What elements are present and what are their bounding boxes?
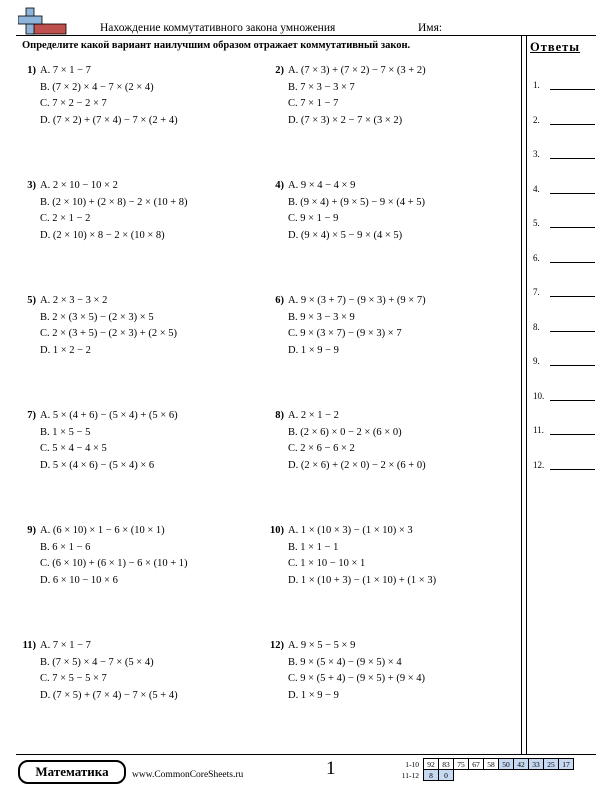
problem-number: 11) (22, 640, 36, 651)
answer-blank[interactable] (550, 158, 595, 159)
answer-blank[interactable] (550, 89, 595, 90)
subject-badge: Математика (18, 760, 126, 784)
answer-line[interactable] (533, 287, 595, 301)
answer-blank[interactable] (550, 331, 595, 332)
score-cell: 33 (529, 759, 544, 770)
answer-line[interactable] (533, 80, 595, 94)
answer-option: B. 6 × 1 − 6 (40, 541, 91, 553)
problem-number: 6) (275, 295, 284, 306)
answer-option: A. 2 × 3 − 3 × 2 (40, 295, 108, 306)
answer-option: C. 2 × 6 − 6 × 2 (288, 443, 355, 454)
answer-option: D. 5 × (4 × 6) − (5 × 4) × 6 (40, 459, 155, 471)
answer-column-divider (521, 35, 527, 754)
score-cell: 42 (514, 759, 529, 770)
score-cell: 17 (559, 759, 574, 770)
score-cell: 50 (499, 759, 514, 770)
answer-option: D. 1 × 9 − 9 (288, 344, 339, 356)
answer-option: A. 7 × 1 − 7 (40, 640, 91, 651)
score-cell: 83 (439, 759, 454, 770)
answer-option: C. 1 × 10 − 10 × 1 (288, 558, 366, 569)
answer-option: A. (7 × 3) + (7 × 2) − 7 × (3 + 2) (288, 65, 426, 76)
problem-number: 12) (270, 640, 284, 651)
answer-option: A. 9 × 5 − 5 × 9 (288, 640, 356, 651)
problem-options (288, 523, 436, 589)
answer-number: 2. (533, 114, 540, 125)
answer-option: A. 1 × (10 × 3) − (1 × 10) × 3 (288, 525, 413, 536)
problem-number: 4) (275, 180, 284, 191)
answer-number: 7. (533, 287, 540, 297)
answer-line[interactable] (533, 115, 595, 129)
answer-option: B. 1 × 1 − 1 (288, 541, 339, 553)
answer-line[interactable] (533, 356, 595, 370)
answer-option: B. 9 × 3 − 3 × 9 (288, 311, 355, 323)
score-row (395, 759, 574, 770)
name-label: Имя: (418, 22, 443, 34)
answer-option: D. 6 × 10 − 10 × 6 (40, 574, 118, 586)
answer-option: D. (2 × 10) × 8 − 2 × (10 × 8) (40, 229, 165, 241)
answer-option: A. 9 × (3 + 7) − (9 × 3) + (9 × 7) (288, 295, 426, 306)
answer-blank[interactable] (550, 365, 595, 366)
answer-option: B. (2 × 10) + (2 × 8) − 2 × (10 + 8) (40, 196, 188, 208)
page-number: 1 (326, 758, 336, 779)
answer-number: 5. (533, 218, 540, 228)
answer-option: A. 7 × 1 − 7 (40, 65, 91, 76)
site-url: www.CommonCoreSheets.ru (132, 770, 244, 780)
answer-option: D. 1 × (10 + 3) − (1 × 10) + (1 × 3) (288, 574, 437, 586)
problem-options (288, 178, 425, 244)
answer-option: B. (7 × 5) × 4 − 7 × (5 × 4) (40, 656, 154, 668)
answer-option: C. 7 × 5 − 5 × 7 (40, 673, 107, 684)
answer-option: A. 2 × 1 − 2 (288, 410, 339, 421)
answer-option: C. 7 × 2 − 2 × 7 (40, 98, 107, 109)
answer-option: B. (9 × 4) + (9 × 5) − 9 × (4 + 5) (288, 196, 426, 208)
answer-number: 11. (533, 425, 544, 435)
answer-option: B. 7 × 3 − 3 × 7 (288, 81, 355, 93)
answer-line[interactable] (533, 460, 595, 474)
answer-option: D. (7 × 3) × 2 − 7 × (3 × 2) (288, 114, 403, 126)
score-cell: 25 (544, 759, 559, 770)
answer-option: A. 2 × 10 − 10 × 2 (40, 180, 118, 191)
answer-option: C. 5 × 4 − 4 × 5 (40, 443, 107, 454)
answer-option: C. 9 × (3 × 7) − (9 × 3) × 7 (288, 328, 402, 339)
problem-number: 7) (27, 410, 36, 421)
answer-option: D. (2 × 6) + (2 × 0) − 2 × (6 + 0) (288, 459, 426, 471)
answer-blank[interactable] (550, 400, 595, 401)
answer-blank[interactable] (550, 124, 595, 125)
worksheet-title: Нахождение коммутативного закона умножения (100, 22, 336, 34)
answer-option: D. (9 × 4) × 5 − 9 × (4 × 5) (288, 229, 403, 241)
score-cell: 58 (484, 759, 499, 770)
answer-option: C. 2 × 1 − 2 (40, 213, 91, 224)
header-rule (16, 35, 596, 36)
problem-number: 9) (27, 525, 36, 536)
problem-options (40, 293, 177, 359)
problem-number: 2) (275, 65, 284, 76)
answer-option: D. (7 × 5) + (7 × 4) − 7 × (5 + 4) (40, 689, 178, 701)
score-row-label: 1-10 (405, 759, 419, 769)
answer-line[interactable] (533, 322, 595, 336)
answer-option: A. (6 × 10) × 1 − 6 × (10 × 1) (40, 525, 165, 536)
answer-option: C. 2 × (3 + 5) − (2 × 3) + (2 × 5) (40, 328, 178, 339)
answer-number: 6. (533, 252, 540, 263)
answer-number: 12. (533, 459, 545, 470)
answer-blank[interactable] (550, 469, 595, 470)
answer-line[interactable] (533, 253, 595, 267)
answer-line[interactable] (533, 391, 595, 405)
score-cell: 92 (424, 759, 439, 770)
answer-option: A. 5 × (4 + 6) − (5 × 4) + (5 × 6) (40, 410, 178, 421)
score-cell: 0 (439, 770, 454, 781)
problem-number: 10) (270, 525, 284, 536)
answer-line[interactable] (533, 218, 595, 232)
score-cell: 67 (469, 759, 484, 770)
instructions: Определите какой вариант наилучшим образом отражает коммутативный закон. (22, 40, 411, 51)
answer-option: B. 2 × (3 × 5) − (2 × 3) × 5 (40, 311, 154, 323)
problem-options (40, 178, 188, 244)
answer-blank[interactable] (550, 193, 595, 194)
answer-option: D. 1 × 9 − 9 (288, 689, 339, 701)
answer-option: B. (7 × 2) × 4 − 7 × (2 × 4) (40, 81, 154, 93)
problem-options (40, 408, 178, 474)
answer-line[interactable] (533, 425, 595, 439)
answer-number: 8. (533, 321, 540, 332)
problem-number: 8) (275, 410, 284, 421)
answer-number: 3. (533, 149, 540, 159)
problem-options (288, 63, 426, 129)
answer-line[interactable] (533, 149, 595, 163)
answer-option: A. 9 × 4 − 4 × 9 (288, 180, 356, 191)
problem-options (40, 63, 178, 129)
footer-rule (16, 754, 596, 755)
score-table (395, 758, 574, 781)
worksheet-logo-icon (18, 6, 68, 38)
problem-options (288, 408, 426, 474)
problem-options (288, 638, 425, 704)
answer-option: B. 1 × 5 − 5 (40, 426, 91, 438)
answer-blank[interactable] (550, 296, 595, 297)
score-cell: 75 (454, 759, 469, 770)
answer-option: C. 7 × 1 − 7 (288, 98, 339, 109)
answer-number: 1. (533, 80, 540, 90)
score-row-label: 11-12 (401, 770, 419, 780)
problem-options (40, 638, 178, 704)
answer-option: C. 9 × (5 + 4) − (9 × 5) + (9 × 4) (288, 673, 426, 684)
answer-option: D. (7 × 2) + (7 × 4) − 7 × (2 + 4) (40, 114, 178, 126)
answer-line[interactable] (533, 184, 595, 198)
answer-number: 9. (533, 356, 540, 366)
answer-option: D. 1 × 2 − 2 (40, 344, 91, 356)
score-cell: 8 (424, 770, 439, 781)
answers-title: Ответы (530, 40, 581, 54)
answer-number: 10. (533, 390, 545, 401)
score-row (395, 770, 574, 781)
problem-options (288, 293, 426, 359)
answer-blank[interactable] (550, 434, 595, 435)
answer-number: 4. (533, 183, 540, 194)
answer-blank[interactable] (550, 262, 595, 263)
answer-blank[interactable] (550, 227, 595, 228)
answer-option: C. 9 × 1 − 9 (288, 213, 339, 224)
problem-number: 3) (27, 180, 36, 191)
answer-option: B. 9 × (5 × 4) − (9 × 5) × 4 (288, 656, 402, 668)
problem-number: 1) (27, 65, 36, 76)
problem-number: 5) (27, 295, 36, 306)
problem-options (40, 523, 188, 589)
answer-option: C. (6 × 10) + (6 × 1) − 6 × (10 + 1) (40, 558, 188, 569)
answer-option: B. (2 × 6) × 0 − 2 × (6 × 0) (288, 426, 402, 438)
